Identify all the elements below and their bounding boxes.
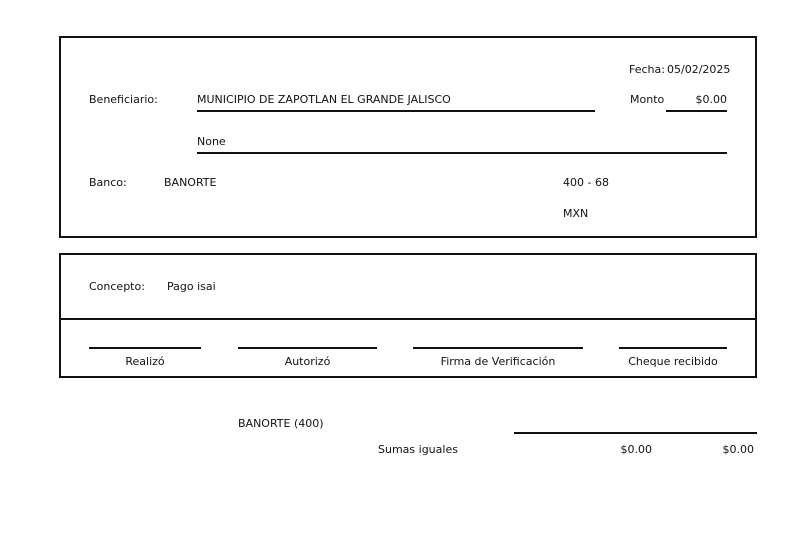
totals-line: [514, 432, 757, 434]
banco-value: BANORTE: [164, 176, 217, 189]
amount-in-words: None: [197, 135, 226, 148]
monto-label: Monto: [630, 93, 665, 106]
account-line: BANORTE (400): [238, 417, 324, 430]
banco-label: Banco:: [89, 176, 127, 189]
debe-total: $0.00: [620, 443, 652, 456]
signature-label-realizo: Realizó: [125, 355, 165, 368]
beneficiario-value: MUNICIPIO DE ZAPOTLAN EL GRANDE JALISCO: [197, 93, 451, 106]
fecha-value: 05/02/2025: [667, 63, 731, 76]
concepto-label: Concepto:: [89, 280, 145, 293]
signature-label-cheque-recibido: Cheque recibido: [628, 355, 718, 368]
monto-line: [666, 110, 727, 112]
signature-line-cheque-recibido: [619, 347, 727, 349]
signature-label-verificacion: Firma de Verificación: [440, 355, 556, 368]
beneficiario-label: Beneficiario:: [89, 93, 158, 106]
signature-line-verificacion: [413, 347, 583, 349]
amount-words-line: [197, 152, 727, 154]
currency: MXN: [563, 207, 589, 220]
monto-value: $0.00: [695, 93, 727, 106]
beneficiario-line: [197, 110, 595, 112]
fecha-label: Fecha:: [629, 63, 665, 76]
account-number: 400 - 68: [563, 176, 609, 189]
signature-line-realizo: [89, 347, 201, 349]
poliza-divider: [60, 318, 756, 320]
signature-label-autorizo: Autorizó: [284, 355, 331, 368]
signature-line-autorizo: [238, 347, 377, 349]
haber-total: $0.00: [722, 443, 754, 456]
concepto-value: Pago isai: [167, 280, 216, 293]
sumas-label: Sumas iguales: [378, 443, 458, 456]
